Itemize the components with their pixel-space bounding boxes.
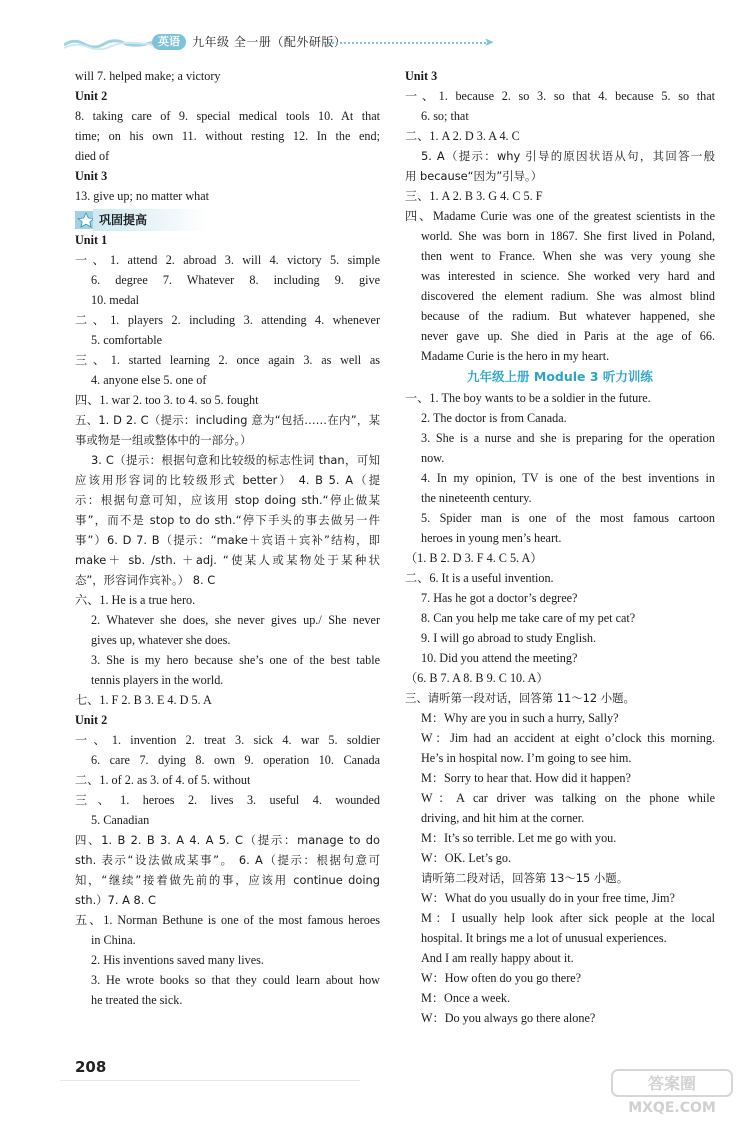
answer-line: 应该用形容词的比较级形式 better） 4. B 5. A（提 bbox=[75, 473, 380, 487]
answer-line: 四、1. B 2. B 3. A 4. A 5. C（提示：manage to do bbox=[75, 833, 380, 847]
answer-line: 5. Canadian bbox=[91, 813, 150, 827]
answer-line: then went to France. When she was very young she bbox=[421, 249, 715, 263]
answer-line: never gave up. She died in Paris at the age of 66. bbox=[421, 329, 715, 343]
answer-line: 3. She is a nurse and she is preparing for the operation bbox=[421, 431, 715, 445]
answer-line: make＋ sb. /sth. ＋adj. “使某人或某物处于某种状 bbox=[75, 553, 380, 567]
answer-line: 6. care 7. dying 8. own 9. operation 10. Canada bbox=[91, 753, 380, 767]
answer-line: 五、1. Norman Bethune is one of the most famous heroes bbox=[75, 913, 380, 927]
answer-line: 9. I will go abroad to study English. bbox=[421, 631, 597, 645]
answer-line: 事”）6. D 7. B（提示：“make＋宾语＋宾补”结构，即 bbox=[75, 533, 380, 547]
watermark-logo-icon bbox=[608, 1068, 738, 1116]
answer-line: 二、1. A 2. D 3. A 4. C bbox=[405, 129, 520, 143]
answer-line: 事或物是一组或整体中的一部分。） bbox=[75, 433, 252, 447]
wave-decoration-icon bbox=[64, 36, 154, 50]
answer-line: 5. comfortable bbox=[91, 333, 163, 347]
answer-line: 态”，形容词作宾补。） 8. C bbox=[75, 573, 216, 587]
answer-line: died of bbox=[75, 149, 110, 163]
answer-line: 事”，而不是 stop to do sth.“停下手头的事去做另一件 bbox=[75, 513, 380, 527]
subject-badge: 英语 bbox=[152, 34, 186, 50]
module-title: 九年级上册 Module 3 听力训练 bbox=[467, 369, 653, 384]
answer-line: now. bbox=[421, 451, 445, 465]
answer-line: W：Do you always go there alone? bbox=[421, 1011, 596, 1025]
answer-line: sth.）7. A 8. C bbox=[75, 893, 156, 907]
answer-line: 7. Has he got a doctor’s degree? bbox=[421, 591, 578, 605]
answer-line: 3. He wrote books so that they could learn about how bbox=[91, 973, 380, 987]
answer-line: M：Sorry to hear that. How did it happen? bbox=[421, 771, 631, 785]
answer-line: driving, and hit him at the corner. bbox=[421, 811, 585, 825]
svg-text:答案圈: 答案圈 bbox=[647, 1074, 697, 1093]
answer-line: 3. C（提示：根据句意和比较级的标志性词 than，可知 bbox=[91, 453, 380, 467]
unit-heading: Unit 1 bbox=[75, 233, 108, 247]
answer-line: 四、Madame Curie was one of the greatest scientists in the bbox=[405, 209, 715, 223]
answer-line: because of the radium. But whatever happened, she bbox=[421, 309, 715, 323]
answer-line: 三、1. heroes 2. lives 3. useful 4. wounded bbox=[75, 793, 380, 807]
answer-line: 8. Can you help me take care of my pet cat? bbox=[421, 611, 636, 625]
answer-line: time; on his own 11. without resting 12. In the end; bbox=[75, 129, 380, 143]
answer-line: （1. B 2. D 3. F 4. C 5. A） bbox=[405, 551, 543, 565]
answer-line: And I am really happy about it. bbox=[421, 951, 574, 965]
answer-line: he treated the sick. bbox=[91, 993, 183, 1007]
unit-heading: Unit 2 bbox=[75, 89, 108, 103]
answer-line: 一、1. because 2. so 3. so that 4. because 5. so that bbox=[405, 89, 715, 103]
answer-line: Madame Curie is the hero in my heart. bbox=[421, 349, 610, 363]
answer-line: 4. anyone else 5. one of bbox=[91, 373, 207, 387]
answer-line: 请听第二段对话，回答第 13～15 小题。 bbox=[421, 871, 629, 885]
watermark-text: MXQE.COM bbox=[628, 1100, 716, 1116]
answer-line: was interested in science. She worked very hard and bbox=[421, 269, 715, 283]
answer-line: 二、1. of 2. as 3. of 4. of 5. without bbox=[75, 773, 251, 787]
answer-line: 2. Whatever she does, she never gives up./ She never bbox=[91, 613, 380, 627]
answer-line: tennis players in the world. bbox=[91, 673, 224, 687]
header-dotted-line bbox=[328, 42, 486, 44]
left-column bbox=[75, 66, 380, 1010]
arrow-right-icon: ➤ bbox=[484, 35, 495, 49]
answer-line: 用 because“因为”引导。） bbox=[405, 169, 543, 183]
answer-line: M：It’s so terrible. Let me go with you. bbox=[421, 831, 617, 845]
right-column bbox=[405, 66, 715, 1028]
answer-line: 8. taking care of 9. special medical tools 10. At that bbox=[75, 109, 380, 123]
answer-line: W：A car driver was talking on the phone while bbox=[421, 791, 715, 805]
answer-line: 3. She is my hero because she’s one of the best table bbox=[91, 653, 380, 667]
answer-line: 三、1. started learning 2. once again 3. as well as bbox=[75, 353, 380, 367]
answer-line: 示：根据句意可知，应该用 stop doing sth.“停止做某 bbox=[75, 493, 380, 507]
answer-line: 10. medal bbox=[91, 293, 140, 307]
answer-line: M：I usually help look after sick people at the local bbox=[421, 911, 715, 925]
unit-heading: Unit 2 bbox=[75, 713, 108, 727]
section-heading bbox=[75, 208, 380, 230]
answer-line: will 7. helped make; a victory bbox=[75, 69, 221, 83]
footer-divider bbox=[60, 1080, 360, 1081]
answer-line: hospital. It brings me a lot of unusual experiences. bbox=[421, 931, 667, 945]
answer-line: 5. A（提示：why 引导的原因状语从句，其回答一般 bbox=[421, 149, 715, 163]
answer-line: sth. 表示“设法做成某事”。 6. A（提示：根据句意可 bbox=[75, 853, 380, 867]
answer-line: discovered the element radium. She was almost blind bbox=[421, 289, 715, 303]
section-label: 巩固提高 bbox=[93, 209, 207, 231]
answer-line: 10. Did you attend the meeting? bbox=[421, 651, 578, 665]
answer-line: 6. so; that bbox=[421, 109, 469, 123]
answer-line: world. She was born in 1867. She first lived in Poland, bbox=[421, 229, 715, 243]
unit-heading: Unit 3 bbox=[75, 169, 108, 183]
answer-line: 13. give up; no matter what bbox=[75, 189, 210, 203]
answer-line: in China. bbox=[91, 933, 136, 947]
answer-line: W：Jim had an accident at eight o’clock this morning. bbox=[421, 731, 715, 745]
answer-line: W：How often do you go there? bbox=[421, 971, 582, 985]
answer-line: 三、请听第一段对话，回答第 11～12 小题。 bbox=[405, 691, 635, 705]
answer-line: 知，“继续”接着做先前的事，应该用 continue doing bbox=[75, 873, 380, 887]
answer-line: 一、1. attend 2. abroad 3. will 4. victory 5. simple bbox=[75, 253, 380, 267]
answer-line: 一、1. invention 2. treat 3. sick 4. war 5. soldier bbox=[75, 733, 380, 747]
answer-line: 2. The doctor is from Canada. bbox=[421, 411, 567, 425]
answer-line: 4. In my opinion, TV is one of the best inventions in bbox=[421, 471, 715, 485]
book-title: 九年级 全一册（配外研版） bbox=[192, 35, 347, 49]
answer-line: （6. B 7. A 8. B 9. C 10. A） bbox=[405, 671, 549, 685]
answer-line: 五、1. D 2. C（提示：including 意为“包括……在内”，某 bbox=[75, 413, 380, 427]
answer-line: He’s in hospital now. I’m going to see him. bbox=[421, 751, 632, 765]
answer-line: M：Once a week. bbox=[421, 991, 511, 1005]
answer-line: 二、1. players 2. including 3. attending 4. whenever bbox=[75, 313, 380, 327]
answer-line: 2. His inventions saved many lives. bbox=[91, 953, 264, 967]
page-number: 208 bbox=[75, 1058, 107, 1076]
answer-line: M：Why are you in such a hurry, Sally? bbox=[421, 711, 619, 725]
unit-heading: Unit 3 bbox=[405, 69, 438, 83]
answer-line: 四、1. war 2. too 3. to 4. so 5. fought bbox=[75, 393, 259, 407]
answer-line: 一、1. The boy wants to be a soldier in the future. bbox=[405, 391, 651, 405]
answer-line: gives up, whatever she does. bbox=[91, 633, 231, 647]
answer-line: the nineteenth century. bbox=[421, 491, 532, 505]
answer-line: 6. degree 7. Whatever 8. including 9. give bbox=[91, 273, 380, 287]
answer-line: 三、1. A 2. B 3. G 4. C 5. F bbox=[405, 189, 543, 203]
answer-line: 5. Spider man is one of the most famous cartoon bbox=[421, 511, 715, 525]
answer-line: 二、6. It is a useful invention. bbox=[405, 571, 554, 585]
answer-line: heroes in young men’s heart. bbox=[421, 531, 562, 545]
answer-line: W：What do you usually do in your free time, Jim? bbox=[421, 891, 675, 905]
answer-line: W：OK. Let’s go. bbox=[421, 851, 512, 865]
page-header bbox=[0, 0, 750, 60]
answer-line: 六、1. He is a true hero. bbox=[75, 593, 196, 607]
answer-line: 七、1. F 2. B 3. E 4. D 5. A bbox=[75, 693, 212, 707]
